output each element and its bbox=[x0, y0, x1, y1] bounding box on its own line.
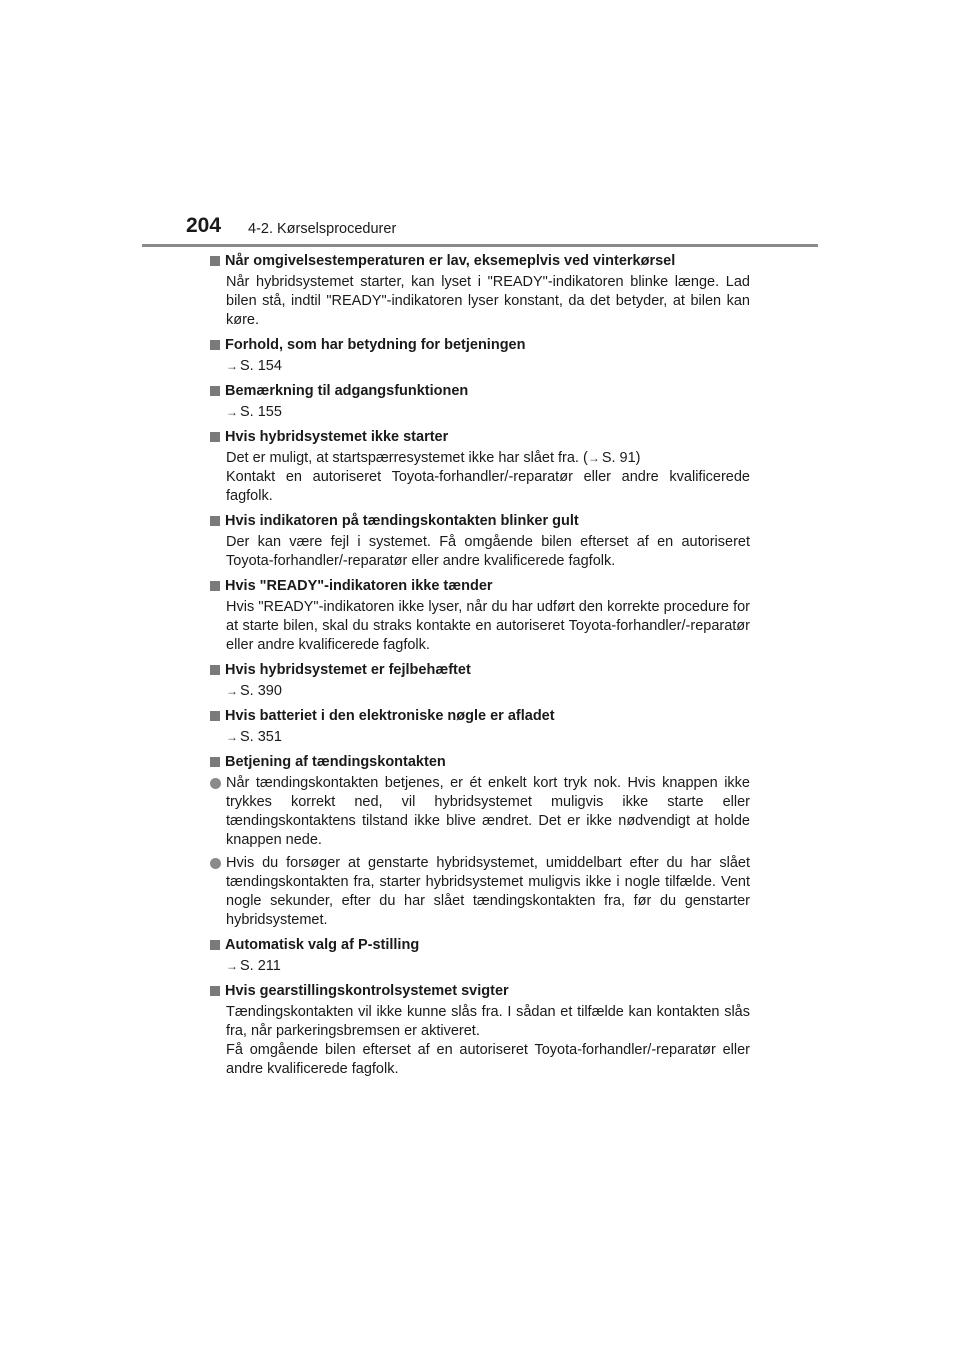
section-paragraph: Når hybridsystemet starter, kan lyset i "READY"-indikatoren blinke længe. Lad bilen stå, indtil "READY"-indikatoren lyser konstant, da det betyder, at bilen kan køre. bbox=[226, 274, 750, 328]
arrow-right-icon: → bbox=[226, 359, 238, 373]
section-heading: Hvis indikatoren på tændingskontakten blinker gult bbox=[225, 513, 579, 529]
section-ignition-operation bbox=[210, 753, 750, 930]
section-heading: Hvis hybridsystemet ikke starter bbox=[225, 429, 449, 445]
square-bullet-icon bbox=[210, 757, 220, 767]
page-number: 204 bbox=[186, 214, 222, 237]
section-access-function bbox=[210, 382, 750, 422]
square-bullet-icon bbox=[210, 711, 220, 721]
square-bullet-icon bbox=[210, 665, 220, 675]
section-heading: Betjening af tændingskontakten bbox=[225, 754, 446, 770]
square-bullet-icon bbox=[210, 256, 220, 266]
section-hybrid-not-starting bbox=[210, 428, 750, 506]
section-heading: Når omgivelsestemperaturen er lav, eksemeplvis ved vinterkørsel bbox=[225, 253, 676, 269]
section-key-battery-discharged bbox=[210, 707, 750, 747]
circle-bullet-icon bbox=[210, 858, 221, 869]
square-bullet-icon bbox=[210, 516, 220, 526]
section-auto-p-position bbox=[210, 936, 750, 976]
section-paragraph: Der kan være fejl i systemet. Få omgående bilen efterset af en autoriseret Toyota-forhandler/-reparatør eller andre kvalificerede fagfolk. bbox=[226, 534, 750, 569]
list-item bbox=[210, 774, 750, 850]
section-paragraph: Det er muligt, at startspærresystemet ikke har slået fra. ( bbox=[226, 450, 588, 466]
page-reference[interactable]: S. 211 bbox=[240, 958, 281, 974]
page-content bbox=[210, 252, 750, 1081]
bullet-text: Hvis du forsøger at genstarte hybridsystemet, umiddelbart efter du har slået tændingskontakten fra, starter hybridsystemet muligvis ikke i nogle tilfælde. Vent nogle sekunder, efter du har slået tændingskontakten fra, før du genstarter hybridsystemet. bbox=[226, 855, 750, 928]
section-heading: Forhold, som har betydning for betjeningen bbox=[225, 337, 526, 353]
section-heading: Automatisk valg af P-stilling bbox=[225, 937, 420, 953]
page-reference[interactable]: S. 351 bbox=[240, 729, 282, 745]
square-bullet-icon bbox=[210, 581, 220, 591]
section-paragraph: Tændingskontakten vil ikke kunne slås fra. I sådan et tilfælde kan kontakten slås fra, når parkeringsbremsen er aktiveret. bbox=[226, 1004, 750, 1039]
header-divider bbox=[142, 244, 818, 247]
square-bullet-icon bbox=[210, 940, 220, 950]
page-reference[interactable]: S. 154 bbox=[240, 358, 282, 374]
arrow-right-icon: → bbox=[587, 451, 600, 465]
section-paragraph: Hvis "READY"-indikatoren ikke lyser, når du har udført den korrekte procedure for at starte bilen, skal du straks kontakte en autoriseret Toyota-forhandler/-reparatør eller andre kvalificerede fagfolk. bbox=[226, 599, 750, 653]
section-indicator-blinks-yellow bbox=[210, 512, 750, 571]
section-paragraph: Få omgående bilen efterset af en autoriseret Toyota-forhandler/-reparatør eller andre kvalificerede fagfolk. bbox=[226, 1042, 750, 1077]
arrow-right-icon: → bbox=[226, 405, 238, 419]
page-reference[interactable]: S. 91) bbox=[601, 450, 641, 466]
square-bullet-icon bbox=[210, 340, 220, 350]
list-item bbox=[210, 854, 750, 930]
section-shift-control-failure bbox=[210, 982, 750, 1079]
section-low-temperature bbox=[210, 252, 750, 330]
bullet-text: Når tændingskontakten betjenes, er ét enkelt kort tryk nok. Hvis knappen ikke trykkes korrekt ned, vil hybridsystemet muligvis ikke starte eller tændingskontaktens tilstand ikke blive ændret. Det er ikke nødvendigt at holde knappen nede. bbox=[226, 775, 750, 848]
square-bullet-icon bbox=[210, 386, 220, 396]
section-heading: Hvis gearstillingskontrolsystemet svigter bbox=[225, 983, 509, 999]
arrow-right-icon: → bbox=[226, 959, 238, 973]
section-heading: Hvis hybridsystemet er fejlbehæftet bbox=[225, 662, 471, 678]
square-bullet-icon bbox=[210, 432, 220, 442]
circle-bullet-icon bbox=[210, 778, 221, 789]
section-title: 4-2. Kørselsprocedurer bbox=[248, 221, 397, 237]
arrow-right-icon: → bbox=[226, 684, 238, 698]
section-heading: Bemærkning til adgangsfunktionen bbox=[225, 383, 469, 399]
section-paragraph: Kontakt en autoriseret Toyota-forhandler/-reparatør eller andre kvalificerede fagfolk. bbox=[226, 469, 750, 504]
arrow-right-icon: → bbox=[226, 730, 238, 744]
square-bullet-icon bbox=[210, 986, 220, 996]
section-operating-conditions bbox=[210, 336, 750, 376]
page-reference[interactable]: S. 155 bbox=[240, 404, 282, 420]
page-reference[interactable]: S. 390 bbox=[240, 683, 282, 699]
section-heading: Hvis batteriet i den elektroniske nøgle er afladet bbox=[225, 708, 555, 724]
section-hybrid-faulty bbox=[210, 661, 750, 701]
section-ready-not-lit bbox=[210, 577, 750, 655]
section-heading: Hvis "READY"-indikatoren ikke tænder bbox=[225, 578, 493, 594]
